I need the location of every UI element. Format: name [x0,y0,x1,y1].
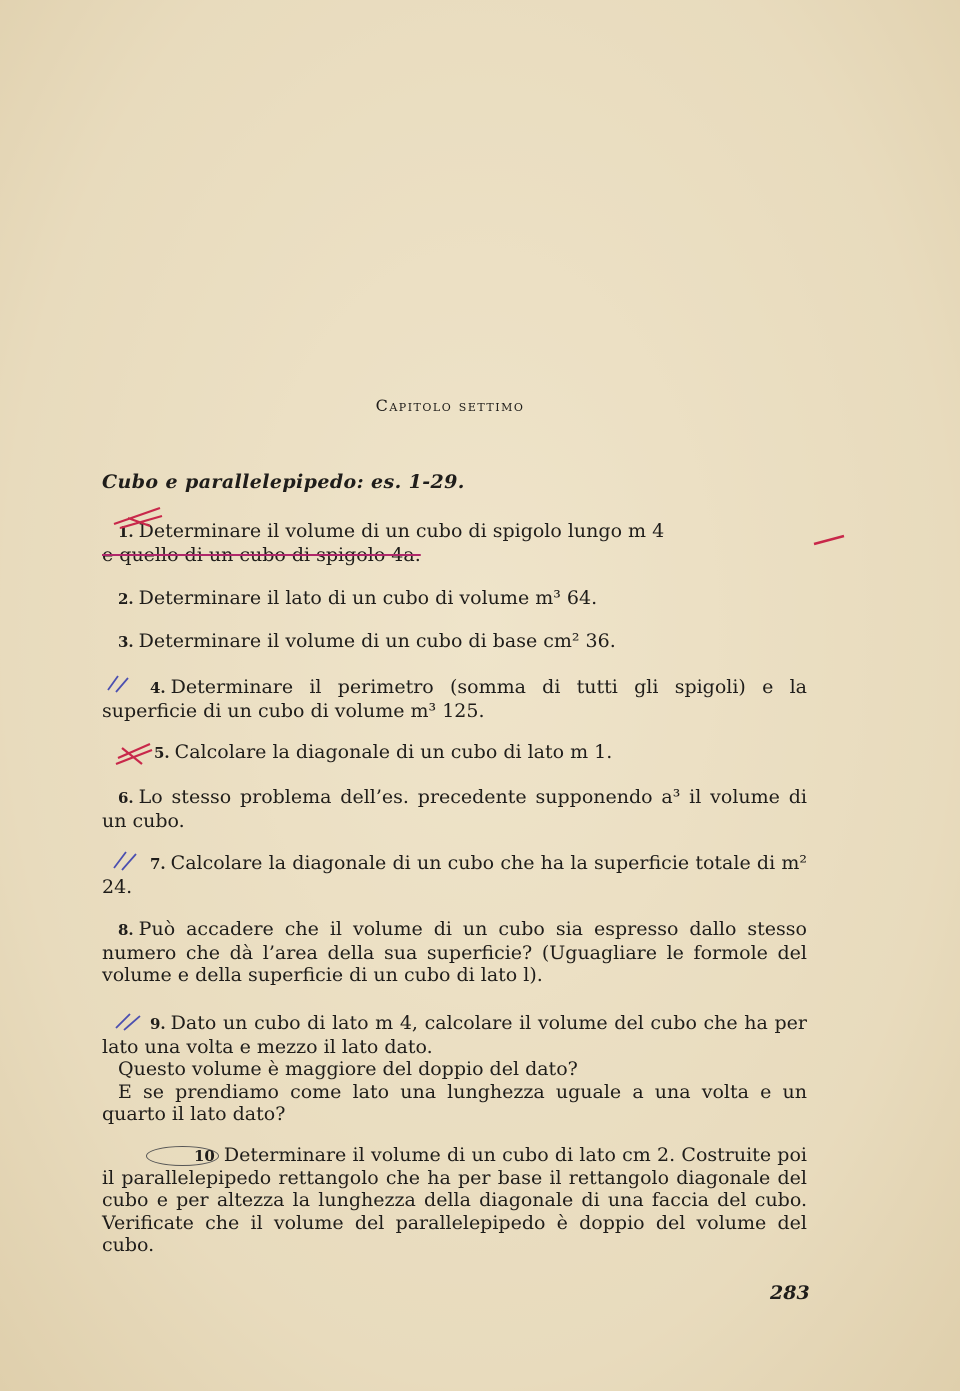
chapter-title: Capitolo settimo [375,396,525,415]
exercise-number: 3. [118,633,134,651]
exercise-text: Dato un cubo di lato m 4, calcolare il volume del cubo che ha per lato una volta e mezzo il lato dato. [102,1012,807,1058]
exercise-line: E se prendiamo come lato una lunghezza uguale a una volta e un quarto il lato dato? [102,1080,807,1125]
exercise-text: Determinare il perimetro (somma di tutti gli spigoli) e la superficie di un cubo di volume m³ 125. [102,676,807,722]
blue-slash-icon [104,670,134,696]
exercise-number: 7. [150,855,166,873]
exercise-text: Lo stesso problema dell’es. precedente supponendo a³ il volume di un cubo. [102,786,807,832]
exercise-text: Determinare il volume di un cubo di base cm² 36. [138,630,616,652]
page-number: 283 [770,1282,810,1304]
exercise-8 [102,918,807,987]
exercise-10 [102,1144,807,1257]
section-heading: Cubo e parallelepipedo: es. 1-29. [102,471,465,493]
exercise-7 [102,852,807,898]
exercise-text: Determinare il lato di un cubo di volume m³ 64. [138,587,598,609]
exercise-2 [102,587,807,611]
exercise-text: Determinare il volume di un cubo di spigolo lungo m 4 [138,520,665,542]
red-strike-icon [810,530,850,550]
exercise-number: 9. [150,1015,166,1033]
exercise-text: Determinare il volume di un cubo di lato cm 2. Costruite poi il parallelepipedo rettangolo che ha per base il rettangolo diagonale del cubo e per altezza la lunghezza della diagonale di una faccia del cubo. Verificate che il volume del parallelepipedo è doppio del volume del cubo. [102,1144,807,1256]
exercise-number: 4. [150,679,166,697]
exercise-number: 2. [118,590,134,608]
exercise-text: Calcolare la diagonale di un cubo che ha la superficie totale di m² 24. [102,852,807,898]
exercise-number: 5. [154,744,170,762]
exercise-5 [102,741,807,765]
blue-slash-icon [110,846,140,874]
exercise-number: 6. [118,789,134,807]
exercise-number: 1. [118,523,134,541]
exercise-text: Calcolare la diagonale di un cubo di lato m 1. [174,741,613,763]
blue-slash-icon [112,1008,148,1034]
exercise-6 [102,786,807,832]
exercise-9 [102,1012,807,1126]
exercise-4 [102,676,807,722]
exercise-number-circled: 10 [146,1146,219,1166]
exercise-1 [102,520,807,566]
red-strike-icon [110,502,170,532]
red-cross-icon [112,740,158,768]
exercise-number: 8. [118,921,134,939]
exercise-text: Può accadere che il volume di un cubo sia espresso dallo stesso numero che dà l’area della sua superficie? (Uguagliare le formole del volume e della superficie di un cubo di lato l). [102,918,807,986]
exercise-3 [102,630,807,654]
exercise-line: Questo volume è maggiore del doppio del dato? [118,1058,578,1080]
struck-text: e quello di un cubo di spigolo 4a. [102,543,421,566]
